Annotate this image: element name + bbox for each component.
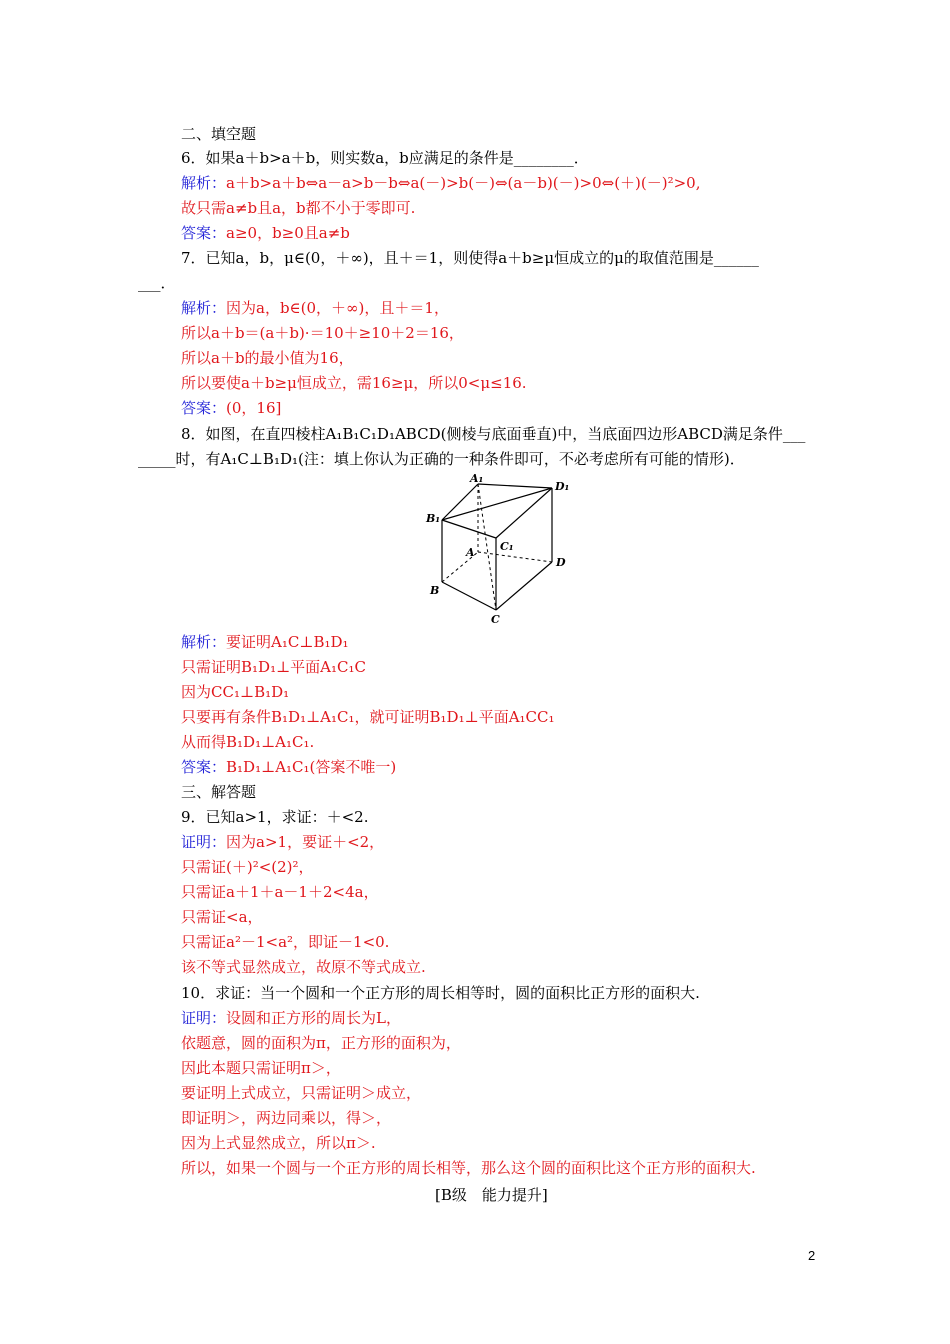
q10-proof-line-5: 即证明＞，两边同乘以，得＞， (181, 1109, 392, 1127)
q7-question-line-2: ___． (138, 274, 176, 292)
q6-analysis-line-2: 故只需a≠b且a，b都不小于零即可. (181, 199, 416, 217)
label-d1: D₁ (555, 480, 570, 493)
q8-answer-label: 答案： (181, 758, 227, 776)
q6-analysis-line-1 (181, 173, 701, 193)
q6-answer: a≥0，b≥0且a≠b (226, 224, 350, 242)
edge-a1-d1 (478, 484, 552, 488)
q8-analysis-line-2: 只需证明B₁D₁⊥平面A₁C₁C (181, 658, 366, 676)
q6-question: 6．如果a＋b>a＋b，则实数a，b应满足的条件是________． (181, 149, 589, 167)
edge-b1-c1 (442, 520, 496, 538)
q8-answer: B₁D₁⊥A₁C₁(答案不唯一) (226, 758, 397, 776)
q9-proof-text-1: 因为a>1，要证＋<2， (226, 833, 385, 851)
q7-answer: (0，16] (226, 399, 282, 417)
q7-question-line-1: 7．已知a，b，μ∈(0，＋∞)，且＋＝1，则使得a＋b≥μ恒成立的μ的取值范围是______ (181, 249, 759, 267)
q7-analysis-line-4: 所以要使a＋b≥μ恒成立，需16≥μ，所以0<μ≤16. (181, 374, 527, 392)
section-heading-fill-blank: 二、填空题 (181, 125, 257, 143)
q9-proof-line-4: 只需证<a， (181, 908, 263, 926)
q8-analysis-label: 解析： (181, 633, 227, 651)
q7-answer-line (181, 398, 281, 418)
q8-answer-line (181, 757, 396, 777)
q6-analysis-text-1: a＋b>a＋b⇔a－a>b－b⇔a(－)>b(－)⇔(a－b)(－)>0⇔(＋)(－)²>0, (226, 174, 701, 192)
q6-analysis-label: 解析： (181, 174, 227, 192)
q8-analysis-line-4: 只要再有条件B₁D₁⊥A₁C₁，就可证明B₁D₁⊥平面A₁CC₁ (181, 708, 555, 726)
q8-analysis-text-1: 要证明A₁C⊥B₁D₁ (226, 633, 349, 651)
edge-c1-d1 (496, 488, 552, 538)
q9-proof-line-1 (181, 832, 384, 852)
q10-proof-label: 证明： (181, 1009, 227, 1027)
label-c: C (491, 613, 500, 626)
q10-proof-text-1: 设圆和正方形的周长为L， (226, 1009, 401, 1027)
q10-proof-line-1 (181, 1008, 401, 1028)
label-a1: A₁ (470, 472, 484, 485)
q10-proof-line-7: 所以，如果一个圆与一个正方形的周长相等，那么这个圆的面积比这个正方形的面积大. (181, 1159, 756, 1177)
section-heading-answer: 三、解答题 (181, 783, 257, 801)
q6-answer-line (181, 223, 350, 243)
q9-question: 9．已知a>1，求证：＋<2. (181, 808, 369, 826)
q9-proof-line-5: 只需证a²－1<a²，即证－1<0. (181, 933, 390, 951)
q9-proof-line-3: 只需证a＋1＋a－1＋2<4a， (181, 883, 379, 901)
q10-proof-line-3: 因此本题只需证明π＞， (181, 1059, 341, 1077)
label-c1: C₁ (500, 540, 514, 553)
q7-analysis-label: 解析： (181, 299, 227, 317)
q7-answer-label: 答案： (181, 399, 227, 417)
q8-analysis-line-1 (181, 632, 349, 652)
hidden-edge-a-d (478, 552, 552, 562)
q6-answer-label: 答案： (181, 224, 227, 242)
q8-question-line-2: _____时，有A₁C⊥B₁D₁(注：填上你认为正确的一种条件即可，不必考虑所有可能的情形)． (138, 450, 745, 468)
q7-analysis-line-2: 所以a＋b＝(a＋b)·＝10＋≥10＋2＝16， (181, 324, 464, 342)
q8-analysis-line-3: 因为CC₁⊥B₁D₁ (181, 683, 290, 701)
q9-proof-label: 证明： (181, 833, 227, 851)
edge-c-d (496, 562, 552, 610)
q10-proof-line-2: 依题意，圆的面积为π，正方形的面积为， (181, 1034, 461, 1052)
q10-proof-line-4: 要证明上式成立，只需证明＞成立， (181, 1084, 422, 1102)
hidden-diagonal-a1-c (478, 484, 496, 610)
q9-proof-line-6: 该不等式显然成立，故原不等式成立. (181, 958, 426, 976)
q9-proof-line-2: 只需证(＋)²<(2)²， (181, 858, 314, 876)
q8-analysis-line-5: 从而得B₁D₁⊥A₁C₁. (181, 733, 315, 751)
page-number: 2 (808, 1248, 816, 1263)
label-b: B (430, 584, 440, 597)
q10-question: 10．求证：当一个圆和一个正方形的周长相等时，圆的面积比正方形的面积大. (181, 984, 700, 1002)
prism-figure (420, 470, 580, 630)
q10-proof-line-6: 因为上式显然成立，所以π＞. (181, 1134, 376, 1152)
label-a: A (466, 546, 475, 559)
q8-question-line-1: 8．如图，在直四棱柱A₁B₁C₁D₁ABCD(侧棱与底面垂直)中，当底面四边形ABCD满足条件___ (181, 425, 806, 443)
edge-b-c (442, 582, 496, 610)
q7-analysis-text-1: 因为a，b∈(0，＋∞)，且＋＝1， (226, 299, 449, 317)
level-b-heading: [B级 能力提升] (435, 1186, 548, 1204)
q7-analysis-line-3: 所以a＋b的最小值为16， (181, 349, 354, 367)
label-d: D (556, 556, 566, 569)
label-b1: B₁ (426, 512, 441, 525)
q7-analysis-line-1 (181, 298, 449, 318)
